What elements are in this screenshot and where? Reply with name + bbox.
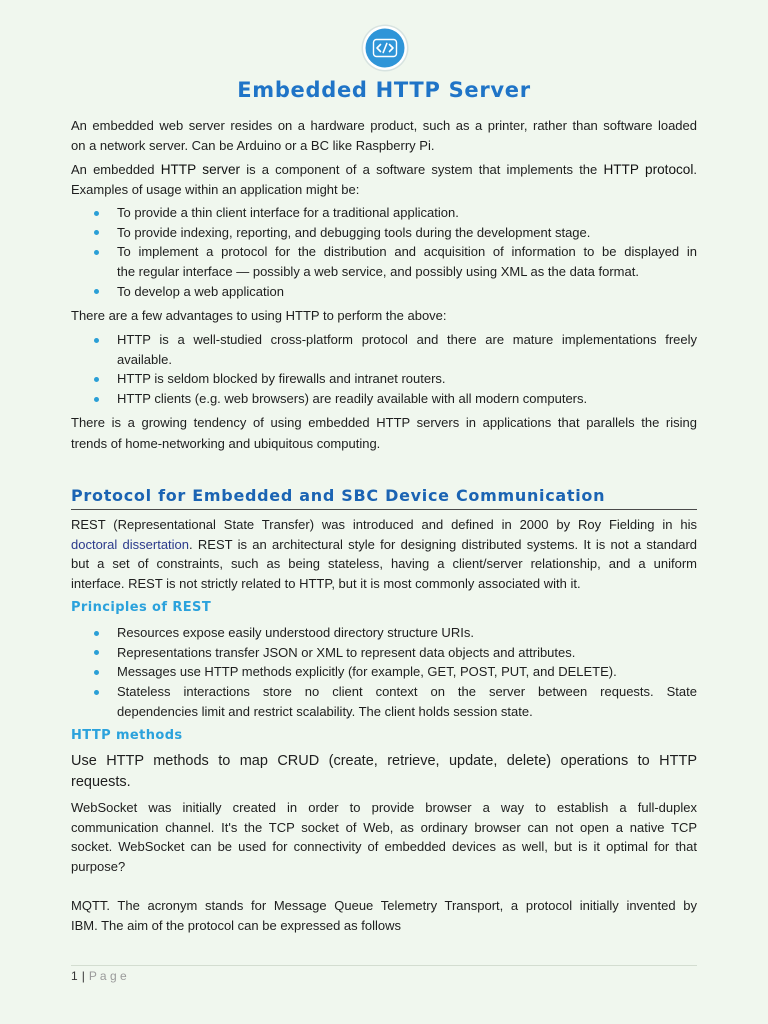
text-segment: . REST is an architectural style for designing distributed systems. It is not a standard <box>189 536 698 552</box>
text-line: HTTP clients (e.g. web browsers) are readily available with all modern computers. <box>117 391 588 407</box>
list-item <box>71 369 697 389</box>
text-line: trends of home-networking and ubiquitous computing. <box>71 436 381 451</box>
list-item <box>71 242 697 281</box>
paragraph-definition <box>71 160 697 199</box>
text-line: available. <box>117 351 172 367</box>
text-line: communication channel. It's the TCP socket of Web, as ordinary browser can not open a native TCP <box>71 819 697 835</box>
text-line: MQTT. The acronym stands for Message Queue Telemetry Transport, a protocol initially invented by <box>71 898 697 913</box>
text-line: interface. REST is not strictly related to HTTP, but it is most commonly associated with it. <box>71 576 581 592</box>
text-line: purpose? <box>71 859 126 875</box>
text-line: To provide indexing, reporting, and debugging tools during the development stage. <box>117 224 591 240</box>
text-segment: is a component of a software system that implements the <box>240 162 604 177</box>
text-segment: . <box>693 162 698 177</box>
list-item <box>71 223 697 243</box>
text-line: HTTP is a well-studied cross-platform protocol and there are mature implementations freely <box>117 332 697 347</box>
text-line: but a set of constraints, such as being stateless, having a client/server relationship, and a uniform <box>71 556 697 572</box>
text-line: socket. WebSocket can be used for connectivity of embedded devices as well, but is it optimal for that <box>71 839 697 855</box>
heading-underline <box>71 509 697 510</box>
list-item <box>71 282 697 302</box>
text-line: on a network server. Can be Arduino or a BC like Raspberry Pi. <box>71 137 435 153</box>
footer-divider <box>71 965 697 966</box>
text-line: There are a few advantages to using HTTP to perform the above: <box>71 308 447 323</box>
list-item <box>71 643 697 663</box>
text-line: Examples of usage within an application might be: <box>71 181 360 197</box>
list-item <box>71 389 697 409</box>
text-line: requests. <box>71 774 131 790</box>
text-line <box>71 535 697 555</box>
text-line: Messages use HTTP methods explicitly (for example, GET, POST, PUT, and DELETE). <box>117 664 617 680</box>
paragraph-rest <box>71 515 697 594</box>
principles-heading: Principles of REST <box>71 600 212 615</box>
text-line: Stateless interactions store no client context on the server between requests. State <box>117 684 697 700</box>
text-line: Use HTTP methods to map CRUD (create, retrieve, update, delete) operations to HTTP <box>71 753 697 769</box>
text-line: IBM. The aim of the protocol can be expressed as follows <box>71 917 401 933</box>
page-label: P a g e <box>88 969 127 983</box>
code-icon <box>361 24 409 72</box>
text-line: the regular interface — possibly a web service, and possibly using XML as the data format. <box>117 264 639 280</box>
usage-list <box>71 203 697 302</box>
paragraph-advantages-intro <box>71 306 697 326</box>
page-title: Embedded HTTP Server <box>237 78 531 102</box>
http-methods-heading: HTTP methods <box>71 728 183 743</box>
principles-list <box>71 623 697 722</box>
list-item <box>71 330 697 369</box>
text-line: An embedded web server resides on a hardware product, such as a printer, rather than software loaded <box>71 118 697 133</box>
text-line: To provide a thin client interface for a traditional application. <box>117 205 459 220</box>
page-footer <box>71 969 127 983</box>
text-line: dependencies limit and restrict scalability. The client holds session state. <box>117 703 533 719</box>
term-http-protocol: HTTP protocol <box>603 162 694 177</box>
list-item <box>71 682 697 721</box>
paragraph-websocket <box>71 798 697 877</box>
text-line: REST (Representational State Transfer) was introduced and defined in 2000 by Roy Fielding in his <box>71 517 697 532</box>
footer-separator: | <box>81 969 85 983</box>
paragraph-methods <box>71 751 697 793</box>
text-line: WebSocket was initially created in order to provide browser a way to establish a full-duplex <box>71 800 697 815</box>
paragraph-intro <box>71 116 697 155</box>
paragraph-mqtt <box>71 896 697 935</box>
list-item <box>71 623 697 643</box>
text-line: To implement a protocol for the distribution and acquisition of information to be displayed in <box>117 244 697 260</box>
section-heading: Protocol for Embedded and SBC Device Communication <box>71 486 606 505</box>
text-line: There is a growing tendency of using embedded HTTP servers in applications that parallels the rising <box>71 415 697 430</box>
page-number: 1 <box>71 969 78 983</box>
paragraph-trend <box>71 412 697 454</box>
text-line: Resources expose easily understood directory structure URIs. <box>117 625 474 640</box>
advantages-list <box>71 330 697 409</box>
text-line: To develop a web application <box>117 283 284 299</box>
text-segment: An embedded <box>71 162 161 177</box>
list-item <box>71 662 697 682</box>
doctoral-dissertation-link[interactable]: doctoral dissertation <box>71 536 190 552</box>
list-item <box>71 203 697 223</box>
term-http-server: HTTP server <box>160 162 241 177</box>
text-line: HTTP is seldom blocked by firewalls and intranet routers. <box>117 371 446 387</box>
text-line: Representations transfer JSON or XML to represent data objects and attributes. <box>117 644 576 660</box>
text-line <box>71 160 697 180</box>
